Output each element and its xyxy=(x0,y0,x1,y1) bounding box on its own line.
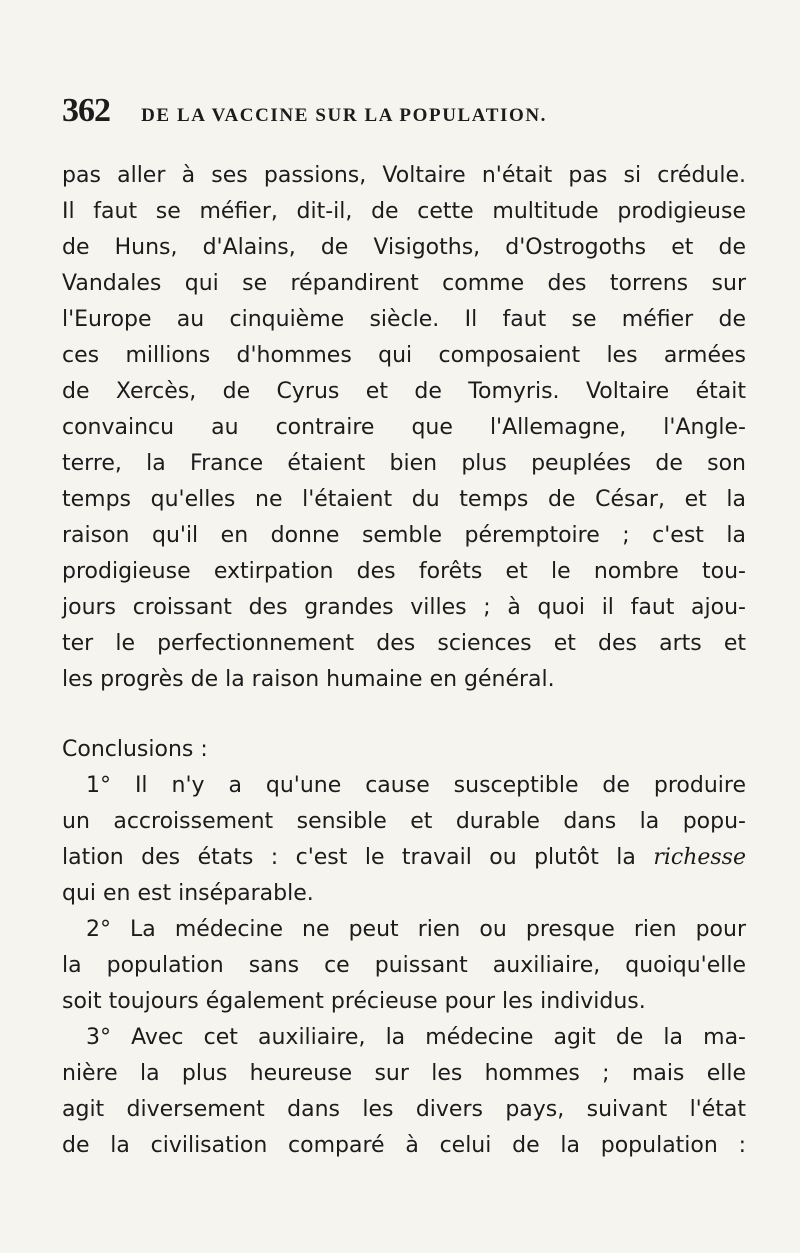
text-line: Vandales qui se répandirent comme des torrens sur xyxy=(62,271,746,296)
text-run: lation des états : c'est le travail ou plutôt la xyxy=(62,845,636,870)
text-line: agit diversement dans les divers pays, suivant l'état xyxy=(62,1097,746,1122)
text-line: nière la plus heureuse sur les hommes ; mais elle xyxy=(62,1061,746,1086)
italic-word: richesse xyxy=(653,845,746,870)
running-title: DE LA VACCINE SUR LA POPULATION. xyxy=(141,105,548,126)
text-line: de Huns, d'Alains, de Visigoths, d'Ostrogoths et de xyxy=(62,235,746,260)
page-number: 362 xyxy=(62,92,110,129)
text-line: un accroissement sensible et durable dans la popu- xyxy=(62,809,746,834)
text-line xyxy=(62,840,746,876)
text-line: la population sans ce puissant auxiliaire, quoiqu'elle xyxy=(62,953,746,978)
text-line: de la civilisation comparé à celui de la population : xyxy=(62,1133,746,1158)
conclusion-1 xyxy=(62,768,746,912)
text-line: soit toujours également précieuse pour les individus. xyxy=(62,989,646,1014)
text-line: qui en est inséparable. xyxy=(62,881,314,906)
text-line: raison qu'il en donne semble péremptoire ; c'est la xyxy=(62,523,746,548)
text-line: temps qu'elles ne l'étaient du temps de César, et la xyxy=(62,487,746,512)
body-text xyxy=(62,158,746,1164)
text-line: prodigieuse extirpation des forêts et le nombre tou- xyxy=(62,559,746,584)
text-line: pas aller à ses passions, Voltaire n'était pas si crédule. xyxy=(62,163,746,188)
section-gap xyxy=(62,698,746,732)
text-line: 2° La médecine ne peut rien ou presque rien pour xyxy=(86,917,746,942)
conclusions-heading: Conclusions : xyxy=(62,737,208,762)
text-line: convaincu au contraire que l'Allemagne, l'Angle- xyxy=(62,415,746,440)
text-line: 1° Il n'y a qu'une cause susceptible de produire xyxy=(86,773,746,798)
text-line: de Xercès, de Cyrus et de Tomyris. Voltaire était xyxy=(62,379,746,404)
text-line: 3° Avec cet auxiliaire, la médecine agit de la ma- xyxy=(86,1025,746,1050)
paragraph-voltaire xyxy=(62,158,746,698)
text-line: l'Europe au cinquième siècle. Il faut se méfier de xyxy=(62,307,746,332)
conclusion-3 xyxy=(62,1020,746,1164)
text-line: ter le perfectionnement des sciences et des arts et xyxy=(62,631,746,656)
text-line: les progrès de la raison humaine en général. xyxy=(62,667,555,692)
running-head xyxy=(62,92,742,132)
text-line: terre, la France étaient bien plus peuplées de son xyxy=(62,451,746,476)
text-line: Il faut se méfier, dit-il, de cette multitude prodigieuse xyxy=(62,199,746,224)
text-line: ces millions d'hommes qui composaient les armées xyxy=(62,343,746,368)
conclusion-2 xyxy=(62,912,746,1020)
text-line: jours croissant des grandes villes ; à quoi il faut ajou- xyxy=(62,595,746,620)
